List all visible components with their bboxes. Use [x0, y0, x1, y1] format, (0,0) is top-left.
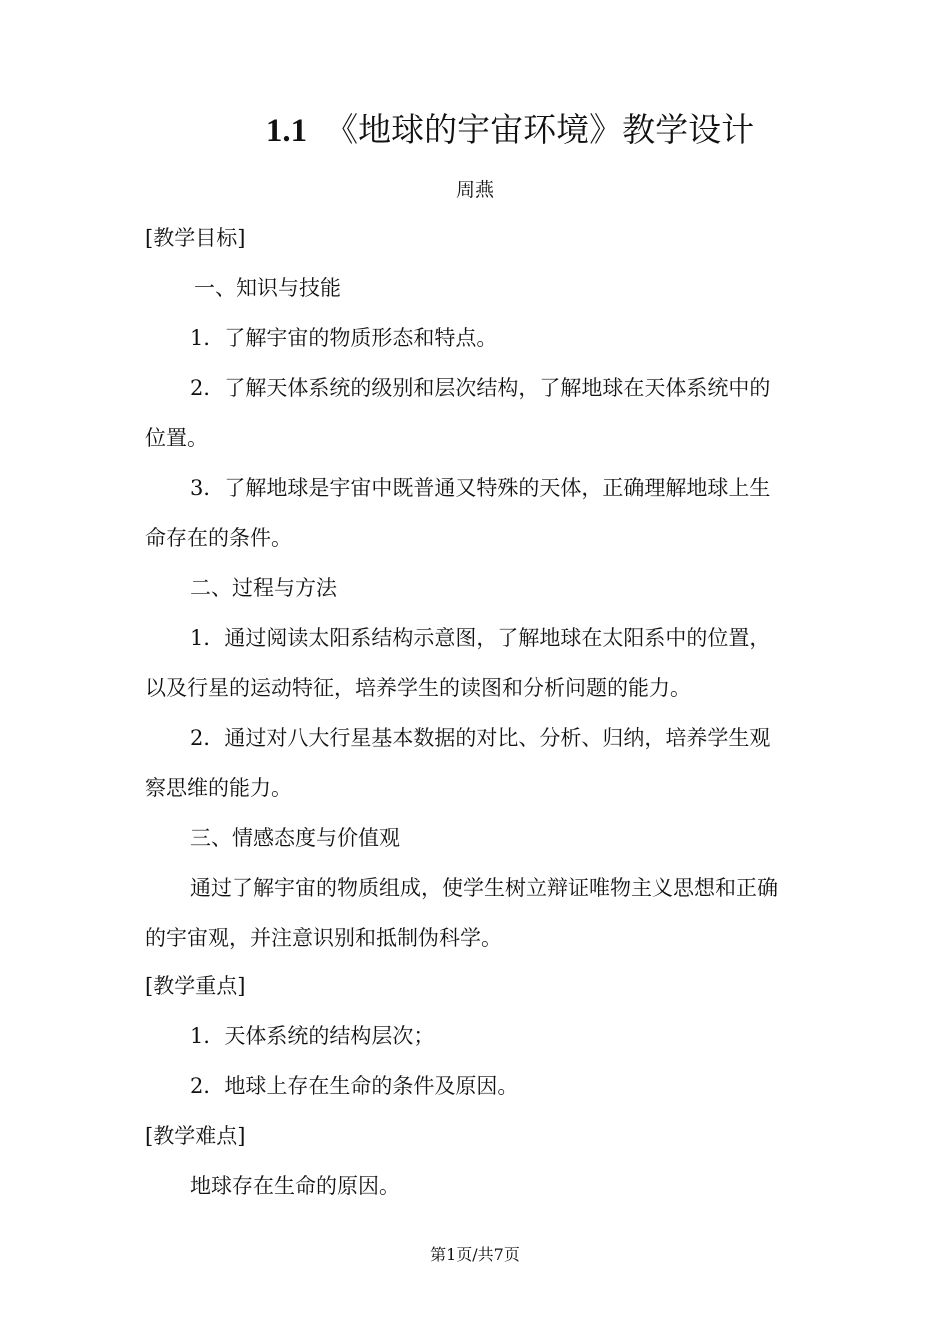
title-text: 《地球的宇宙环境》教学设计: [325, 110, 755, 149]
goal-item-2-line2: 位置。: [145, 426, 208, 450]
process-item-1-line1: 1．通过阅读太阳系结构示意图，了解地球在太阳系中的位置，: [190, 626, 771, 650]
goal-item-1: 1．了解宇宙的物质形态和特点。: [190, 326, 498, 350]
process-item-1-line2: 以及行星的运动特征，培养学生的读图和分析问题的能力。: [145, 676, 691, 700]
title-number: 1.1: [265, 113, 308, 149]
key-point-2: 2．地球上存在生命的条件及原因。: [190, 1074, 519, 1098]
process-item-2-line2: 察思维的能力。: [145, 776, 292, 800]
goal-item-3-line2: 命存在的条件。: [145, 526, 292, 550]
key-points-heading: [教学重点]: [145, 974, 246, 998]
part2-heading: 二、过程与方法: [190, 576, 337, 600]
values-paragraph-line1: 通过了解宇宙的物质组成，使学生树立辩证唯物主义思想和正确: [190, 876, 778, 900]
difficult-point-1: 地球存在生命的原因。: [190, 1174, 400, 1198]
difficult-points-heading: [教学难点]: [145, 1124, 246, 1148]
author-name: 周燕: [455, 179, 494, 201]
process-item-2-line1: 2．通过对八大行星基本数据的对比、分析、归纳，培养学生观: [190, 726, 771, 750]
page-number: 第1页/共7页: [430, 1245, 520, 1264]
part1-heading: 一、知识与技能: [194, 276, 341, 300]
goal-item-2-line1: 2．了解天体系统的级别和层次结构，了解地球在天体系统中的: [190, 376, 771, 400]
document-title: [0, 104, 950, 151]
part3-heading: 三、情感态度与价值观: [190, 826, 400, 850]
key-point-1: 1．天体系统的结构层次；: [190, 1024, 435, 1048]
values-paragraph-line2: 的宇宙观，并注意识别和抵制伪科学。: [145, 926, 502, 950]
goals-heading: [教学目标]: [145, 226, 246, 250]
goal-item-3-line1: 3．了解地球是宇宙中既普通又特殊的天体，正确理解地球上生: [190, 476, 771, 500]
